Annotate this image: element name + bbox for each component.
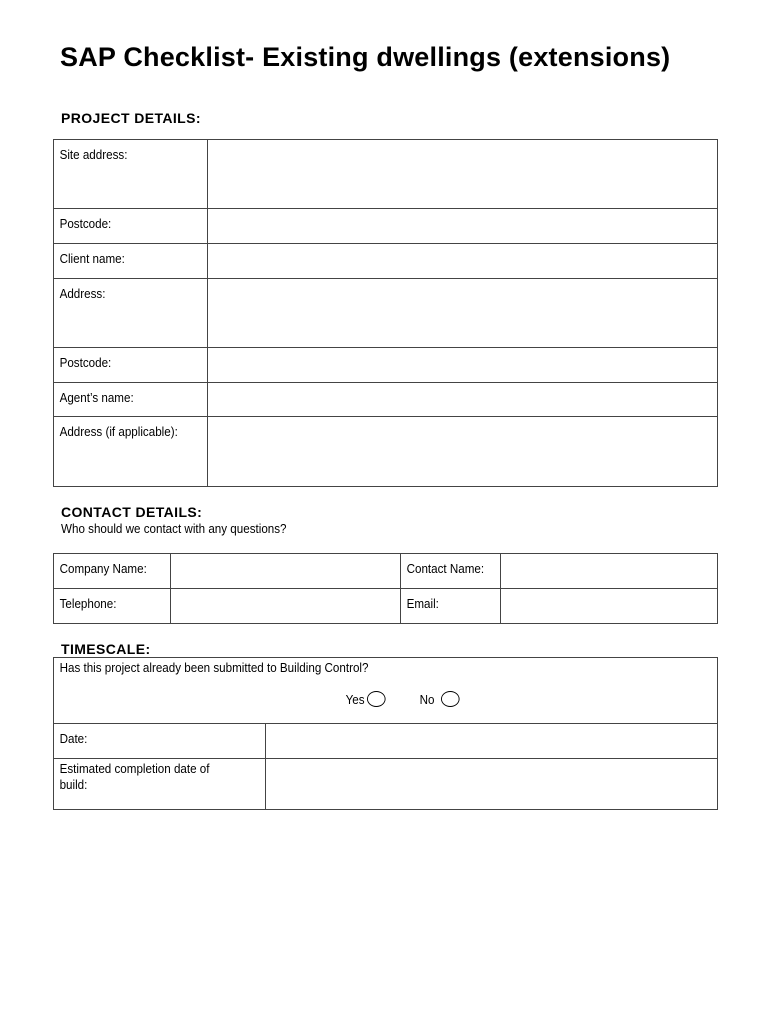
client-name-label: Client name: [59, 252, 125, 266]
project-details-table [53, 139, 718, 487]
page-title: SAP Checklist- Existing dwellings (extensions) [60, 42, 671, 72]
telephone-field[interactable] [171, 589, 400, 615]
contact-name-label: Contact Name: [406, 562, 485, 576]
site-postcode-label: Postcode: [59, 217, 112, 231]
no-radio[interactable] [441, 691, 460, 707]
agent-address-row [54, 417, 718, 487]
completion-date-label: Estimated completion date of build: [59, 762, 210, 792]
client-postcode-field[interactable] [208, 348, 717, 374]
agent-name-label: Agent’s name: [59, 391, 134, 405]
client-address-label: Address: [59, 287, 106, 301]
client-name-field[interactable] [208, 244, 717, 270]
agent-address-label: Address (if applicable): [59, 425, 178, 439]
contact-row-2 [54, 589, 718, 624]
client-address-row [54, 279, 718, 348]
no-option[interactable] [414, 690, 461, 708]
timescale-heading: TIMESCALE: [61, 641, 151, 657]
contact-row-1 [54, 554, 718, 589]
client-postcode-row [54, 348, 718, 383]
submitted-question: Has this project already been submitted to Building Control? [59, 661, 369, 675]
company-name-field[interactable] [171, 554, 400, 580]
yes-option[interactable] [340, 690, 387, 708]
client-name-row [54, 244, 718, 279]
agent-name-field[interactable] [208, 383, 717, 409]
contact-details-heading: CONTACT DETAILS: [61, 504, 203, 520]
contact-name-field[interactable] [501, 554, 717, 580]
site-postcode-row [54, 209, 718, 244]
date-label: Date: [59, 732, 88, 746]
site-address-field[interactable] [208, 140, 717, 180]
project-details-heading: PROJECT DETAILS: [61, 110, 201, 126]
completion-date-field[interactable] [266, 759, 717, 785]
no-label: No [419, 693, 435, 707]
submitted-question-row [54, 658, 718, 724]
email-label: Email: [406, 597, 439, 611]
yes-radio[interactable] [367, 691, 386, 707]
yes-label: Yes [345, 693, 365, 707]
agent-name-row [54, 383, 718, 417]
contact-details-subtext: Who should we contact with any questions? [61, 522, 287, 536]
agent-address-field[interactable] [208, 417, 717, 457]
site-address-row [54, 140, 718, 209]
contact-details-table [53, 553, 718, 624]
client-postcode-label: Postcode: [59, 356, 112, 370]
email-field[interactable] [501, 589, 717, 615]
telephone-label: Telephone: [59, 597, 117, 611]
completion-date-row [54, 759, 718, 810]
site-address-label: Site address: [59, 148, 128, 162]
date-field[interactable] [266, 724, 717, 750]
date-row [54, 724, 718, 759]
submitted-radio-group [340, 690, 461, 708]
company-name-label: Company Name: [59, 562, 147, 576]
timescale-table [53, 657, 718, 810]
site-postcode-field[interactable] [208, 209, 717, 235]
client-address-field[interactable] [208, 279, 717, 319]
